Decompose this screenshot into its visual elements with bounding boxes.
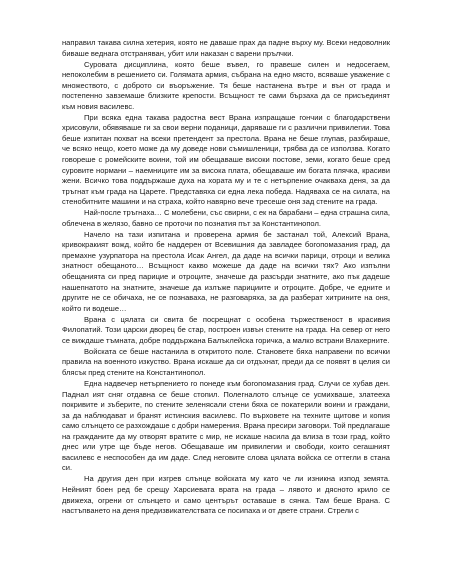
paragraph-7: Войската се беше настанила в откритото поле. Становете бяха направени по всички правила на военното изкуство. Врана искаше да си отдъхнат, преди да се появят в целия си блясък пред стените на Константинопол. [62,346,390,377]
paragraph-1: направил такава силна хетерия, която не даваше прах да падне върху му. Всеки недоволник биваше веднага отстраняван, убит или наказан с варени прълчки. [62,38,390,58]
paragraph-4: Най-после тръгнаха… С молебени, със свирни, с ек на барабани – една страшна сила, облечена в желязо, бавно се проточи по познатия път за Константинопол. [62,208,390,228]
paragraph-8: Една надвечер нетърпението го понеде към богопомазания град. Случи се хубав ден. Паднал ият сняг отдавна се беше стопил. Полегналото слънце се усмихваше, златееха покривите и зъберите, по стените зеленясали стени бяха се покатерили воини и граждани, за да наблюдават и бранят истинския василевс. По върховете на техните щитове и копия само слънцето се разхождаше с добри намерения. Врана пресири заговори. Той предлагаше на гражданите да му отворят вратите с мир, не искаше насила да влиза в този град, който днес или утре ще бъде негов. Обещаваше им привилегии и свободи, които сегашният василевс е неспособен да им даде. След неговите слова цялата войска се оттегли в стана си. [62,379,390,473]
paragraph-2: Суровата дисциплина, която беше въвел, го правеше силен и недосегаем, непоколебим в решението си. Голямата армия, събрана на едно място, всяваше уважение с множеството, с доброто си въоръжение. Тя беше настанена вътре и вън от града и постепенно завземаше близките крепости. Всъщност те сами бързаха да се присъединят към новия василевс. [62,59,390,111]
paragraph-3: При всяка една такава радостна вест Врана изпращаше гончии с благодарствени хрисовули, обявяваше ги за свои верни поданици, даряваше ги с различни привилегии. Това беше изпитан похват на всеки претендент за престола. Врана не беше глупав, разбираше, че всяко нещо, което може да му доведе нови съмишленици, трябва да се използва. Когато говореше с ромейските воини, той им обещаваше високи постове, земи, когато беше сред суровите нормани – наемниците им за висока плата, обещаваше им богата плячка, красиви жени. Всичко това поддържаше духа на хората му и те с нетърпение очакваха деня, за да тръгнат към града на Царете. Представяха си една лека победа. Надяваха се на силата, на стенобитните машини и на страха, който навярно вече тресеше оня зад стените на града. [62,112,390,207]
paragraph-9: На другия ден при изгрев слънце войската му като че ли изникна изпод земята. Нейният боен ред бе срещу Харсиевата врата на града – лявото и дясното крило се движеха, огрени от слънцето и само центърът оставаше в сянка. Там беше Врана. С настъпването на деня предизвикателствата се посипаха и от двете страни. Стрели с [62,474,390,516]
paragraph-5: Начело на тази изпитана и проверена армия бе застанал той, Алексий Врана, кривокракият вожд, който бе наддерен от Всевишния да завладее богопомазания град, да премахне узурпатора на престола Исак Ангел, да даде на всички парици, отроци и велика знатност обещаното… Всъщност какво можеше да даде на всички тях? Ако изпълни обещанията си пред парицие и отроците, значеше да разсърди знатните, ако пък дадеше нашепнатото на знатните, значеше да излъже парициите и отроците. Добре, че едните и другите не се обичаха, не се познаваха, не разговаряха, за да разберат хитрините на оня, който ги водеше… [62,229,390,313]
paragraph-6: Врана с цялата си свита бе посрещнат с особена тържественост в красивия Филопатий. Този царски дворец бе стар, построен извън стените на града. На север от него се виждаше тъмната, добре поддържана Балъклейска горичка, а малко встрани Влахерните. [62,314,390,345]
